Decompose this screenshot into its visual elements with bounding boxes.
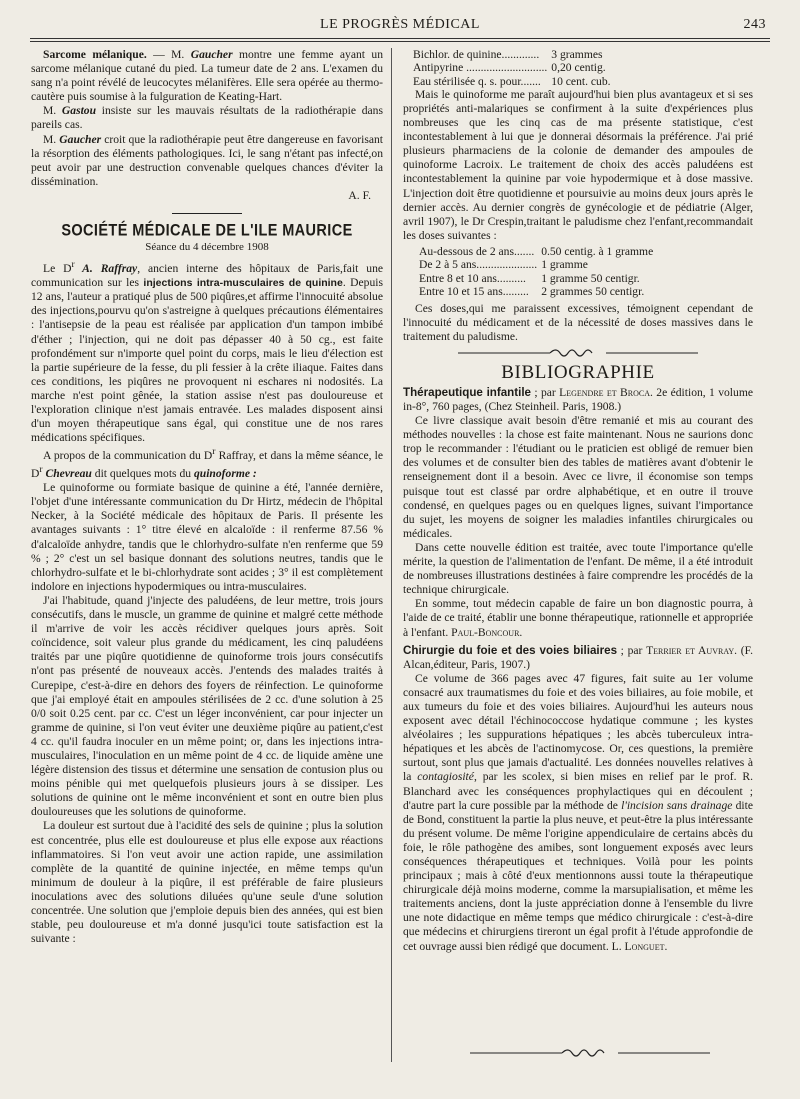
paragraph-chevreau: A propos de la communication du $D^r$ Raffray, et dans la même séance, le $D^r$ Chevreau dit quelques mots du quinoforme : [31, 446, 383, 481]
seance-date: Séance du 4 décembre 1908 [145, 241, 269, 254]
dose-row: Entre 8 et 10 ans.......... 1 gramme 50 centigr. [419, 271, 640, 285]
dose-row: De 2 à 5 ans..................... 1 gramme [419, 258, 588, 272]
paragraph-quinoforme-avantages: Mais le quinoforme me paraît aujourd'hui bien plus avantageux et si ses propriétés anti-malariques se confirment à la suite d'expériences plus nombreuses que les cinq cas de ma présente statistique, c'est incontestablement à lui que je donnerai désormais la préférence. J'ai prié plusieurs pharmaciens de la colonie de demander des ampoules de quinoforme Lacroix. Le traitement de choix des accès paludéens est incontestablement la quinine par voie hypodermique et à dose massive. L'injection doit être quotidienne et poursuivie au moins deux jours après le dernier accès. Au dernier congrès de gynécologie et de pédiatrie (Alger, avril 1907), le Dr Crespin,traitant le paludisme chez l'enfant,recommandait les doses suivantes : [403, 87, 753, 242]
reviewer-signature: L. Longuet. [611, 939, 668, 953]
header-rule-2 [30, 41, 770, 42]
society-title: SOCIÉTÉ MÉDICALE DE L'ILE MAURICE [61, 221, 353, 241]
page-number: 243 [743, 17, 766, 32]
paragraph-gaucher: M. Gaucher croit que la radiothérapie peut être dangereuse en favorisant la résorption des éléments pathologiques. Ici, le sang n'étant pas infecté,on peut avoir par une destruction convenable quelques chances d'éviter la dissémination. [31, 132, 384, 188]
prescription-row: Eau stérilisée q. s. pour....... 10 cent. cub. [413, 74, 611, 88]
dose-row: Au-dessous de 2 ans....... 0.50 centig. à 1 gramme [419, 244, 654, 258]
book-entry-chirurgie: Chirurgie du foie et des voies biliaires ; par Terrier et Auvray. (F. Alcan,éditeur, Paris, 1907.) [403, 643, 754, 671]
book-entry-therapeutique: Thérapeutique infantile ; par Legendre et Broca. 2e édition, 1 volume in-8°, 760 pages, (Chez Steinheil. Paris, 1908.) [403, 385, 753, 414]
paragraph-sarcome: Sarcome mélanique. — M. Gaucher montre une femme ayant un sarcome mélanique cutané du pied. La tumeur date de 2 ans. L'examen du sang n'a point révélé de leucocytes mélanifères. Elle sera opérée au thermo-cautère puis soumise à la fulguration de Keating-Hart. [31, 48, 383, 104]
prescription-table [411, 48, 613, 88]
page-header [30, 14, 770, 36]
bibliography-title: BIBLIOGRAPHIE [501, 361, 655, 383]
header-rule [30, 38, 770, 39]
dose-table [417, 245, 655, 299]
right-column [403, 48, 753, 954]
paragraph-doses: Ces doses,qui me paraissent excessives, témoignent cependant de l'innocuité du médicament et de la nécessité de doses massives dans le traitement du paludisme. [403, 301, 753, 343]
prescription-row: Bichlor. de quinine............. 3 grammes [413, 48, 603, 61]
review-paragraph: Dans cette nouvelle édition est traitée, avec toute l'importance qu'elle mérite, la question de l'alimentation de l'enfant. De même, il a été introduit de nombreuses illustrations destinées à faire comprendre les procédés de la technique chirurgicale. [403, 540, 753, 597]
prescription-row: Antipyrine ............................ 0,20 centig. [413, 61, 606, 75]
paragraph-habitude: J'ai l'habitude, quand j'injecte des paludéens, de leur mettre, trois jours consécutifs, dans le muscle, un gramme de quinine et malgré cette méthode il m'arrive de voir les accès récidiver quelques jours après. Soit coïncidence, soit valeur plus grande du médicament, les cinq paludéens traités par une piqûre quotidienne de quinoforme trois jours consécutifs n'ont pas présenté de nouveaux accès. J'entends des malades traités à Curepipe, c'est-à-dire en dehors des foyers de réinfection. Le quinoforme que j'ai employé était en ampoules stérilisées de 2 cc. d'une solution à 25 0/0 soit 0.25 cent. par cc. C'est un léger inconvénient, car pour injecter un gramme de quinine, si l'on veut éviter une deuxième piqûre au patient,c'est 4 cc. qu'il faudra inoculer en un même point; or, dans les injections intra-musculaires, l'inoculation en un même point de 4 cc. de liquide amène une légère distension des tissus et détermine une sensation de contusion plus ou moins pénible qui met quelquefois plusieurs jours à se dissiper. Les solutions de quinine ont le même inconvénient et sont en outre bien plus douloureuses que les solutions de quinoforme. [31, 593, 383, 819]
flourish-ornament-icon [428, 346, 728, 360]
journal-title: LE PROGRÈS MÉDICAL [320, 17, 480, 32]
dose-row: Entre 10 et 15 ans......... 2 grammes 50 centigr. [419, 285, 645, 299]
signature: A. F. [348, 188, 371, 202]
section-rule [172, 213, 242, 214]
paragraph-quinoforme: Le quinoforme ou formiate basique de quinine a été, l'année dernière, l'objet d'une intéressante communication du Dr Hirtz, médecin de l'hôpital Necker, à la Société médicale des hôpitaux de Paris. Il présente les avantages suivants : 1° titre élevé en alcaloïde : il renferme 87.56 % d'alcaloïde anhydre, tandis que le chlorhydro-sulfate n'en renferme que 59 % ; 2° c'est un sel basique donnant des solutions neutres, tandis que le chlorhydro-sulfate et le bi-chlorhydrate sont acides ; 3° il est complètement indolore en injections hypodermiques ou intra-musculaires. [31, 481, 383, 593]
left-column [31, 48, 383, 946]
reviewer-signature: Paul-Boncour. [451, 625, 523, 639]
review-paragraph: En somme, tout médecin capable de faire un bon diagnostic pourra, à l'aide de ce traité, établir une bonne thérapeutique, rationnelle et appropriée à l'enfant. Paul-Boncour. [403, 597, 753, 639]
flourish-ornament [403, 346, 753, 362]
paragraph-raffray: Le $D^r$ A. Raffray, ancien interne des hôpitaux de Paris,fait une communication sur les injections intra-musculaires de quinine. Depuis 12 ans, l'auteur a pratiqué plus de 500 piqûres,et affirme l'innocuité absolue des injections,pourvu qu'on s'astreigne à quelques précautions élémentaires : l'antisepsie de la peau est réalisée par application d'un tampon imbibé d'éther ; l'injection, qui ne doit pas dépasser 40 à 50 cg., est faite profondément sur n'importe quel point du corps, mais le lieu d'élection est la partie supérieure de la fesse, du pli fessier à la crête iliaque. Faites dans ces conditions, les piqûres ne provoquent ni eschares ni nodosités. La marche n'est point gênée, la station assise n'est pas douloureuse et l'exploration clinique n'est jamais entravée. Les malades disposent ainsi d'un moyen thérapeutique sans égal, qui constitue une de nos rares médications spécifiques. [31, 259, 384, 445]
column-divider [391, 48, 392, 1062]
review-paragraph: Ce volume de 366 pages avec 47 figures, fait suite au 1er volume consacré aux traumatismes du foie et des voies biliaires, au foie mobile, et aux tumeurs du foie et des voies biliaires. Aujourd'hui les auteurs nous exposent avec détail l'échinococcose hydatique commune ; les kystes alvéolaires ; les suppurations hépatiques ; les abcès tuberculeux intra-hépatiques et les abcès de l'actinomycose. Or, ces questions, la première surtout, sont plus que jamais d'actualité. Les données nouvelles relatives à la contagiosité, par les scolex, si bien mises en relief par le prof. R. Blanchard avec les conséquences prophylactiques qui en découlent ; d'autre part la cure possible par la méthode de l'incision sans drainage dite de Bond, constituent la partie la plus neuve, et peut-être la plus intéressante du présent volume. De même l'origine appendiculaire de certains abcès du foie, le rôle pathogène des amibes, sont longuement exposés avec leurs conséquences thérapeutiques et techniques. Voilà pour les points principaux ; mais à côté d'eux mentionnons aussi toute la thérapeutique chirurgicale déjà moins moderne, comme la marsupialisation, et même les traitements anciens, dont la juste appréciation donne à l'ensemble du livre une note didactique en même temps que médico chirurgicale : c'est-à-dire que médecins et chirurgiens tireront un égal profit à l'étude approfondie de cet ouvrage aussi bien rédigé que document. L. Longuet. [403, 671, 754, 953]
review-paragraph: Ce livre classique avait besoin d'être remanié et mis au courant des méthodes nouvelles : la chose est faite maintenant. Nous ne saurions donc trop le recommander : l'étudiant ou le praticien est obligé de remuer bien des volumes et de consulter bien des tables de matières avant d'obtenir le renseignement dont il a besoin. Avec ce livre, il économise son temps puisque tout est classé par ordre alphabétique, et en outre il trouve condensé, en quelques pages ou en quelques lignes, suivant l'importance du sujet, les moyens de soigner les maladies infantiles chirurgicales ou médicales. [403, 414, 753, 540]
paragraph-douleur: La douleur est surtout due à l'acidité des sels de quinine ; plus la solution est concentrée, plus elle est douloureuse et plus elle expose aux réactions inflammatoires. Si l'on veut avoir une action rapide, une assimilation complète de la quantité de quinine injectée, en même temps qu'un minimum de douleur à la piqûre, il est préférable de faire plusieurs inoculations avec des solutions diluées qu'une seule d'une solution concentrée. Une solution que j'emploie depuis bien des années, qui est bien stable, peu douloureuse et m'a donné jusqu'ici toute satisfaction est la suivante : [31, 819, 383, 946]
bottom-flourish-icon [440, 1046, 740, 1060]
paragraph-gastou: M. Gastou insiste sur les mauvais résultats de la radiothérapie dans pareils cas. [31, 104, 383, 132]
